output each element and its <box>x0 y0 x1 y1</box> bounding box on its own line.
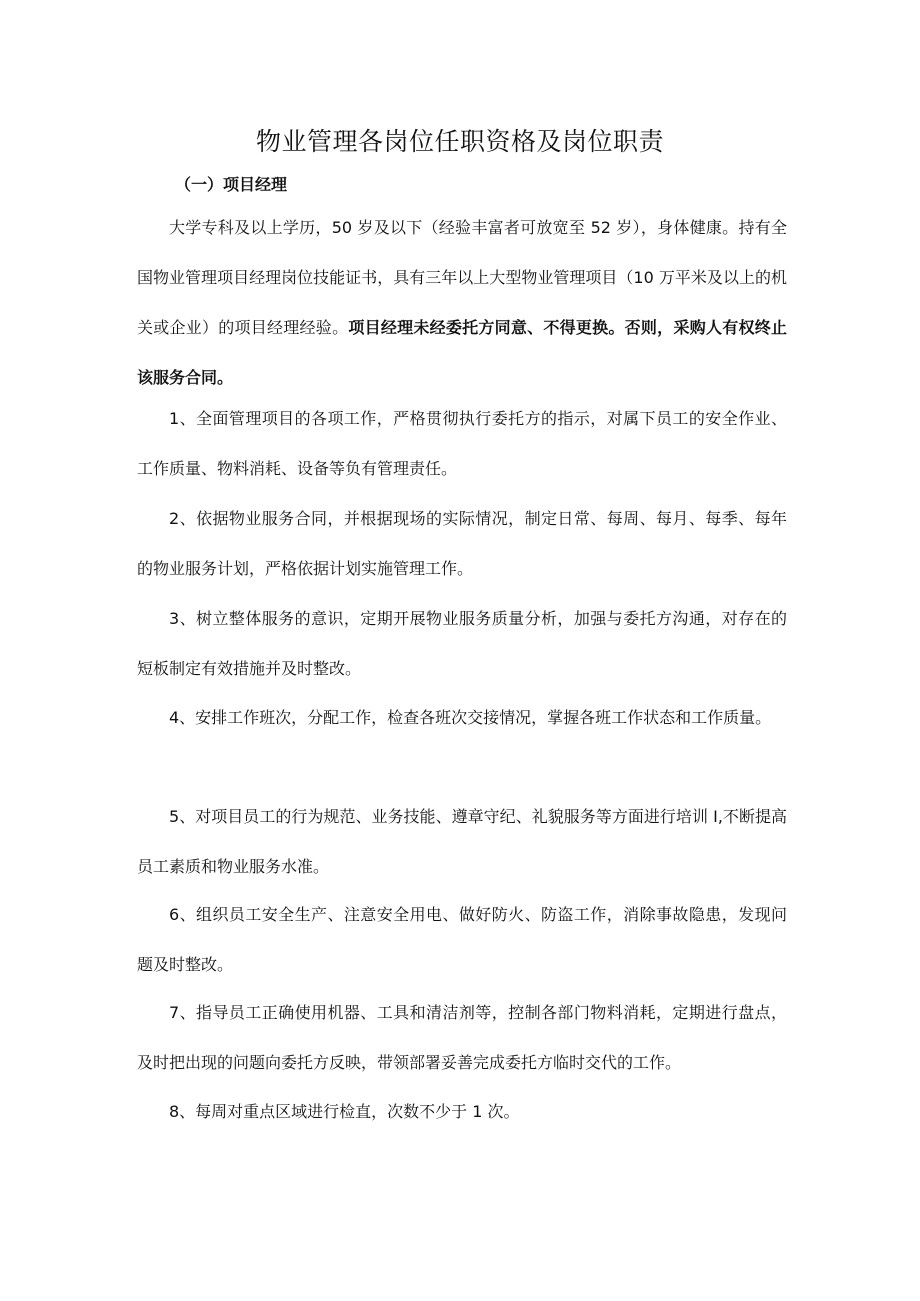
duty-item-5: 5、对项目员工的行为规范、业务技能、遵章守纪、礼貌服务等方面进行培训 I,不断提高员工素质和物业服务水准。 <box>137 807 787 876</box>
document-title: 物业管理各岗位任职资格及岗位职责 <box>255 127 664 156</box>
duty-item-6: 6、组织员工安全生产、注意安全用电、做好防火、防盗工作，消除事故隐患，发现问题及时整改。 <box>137 905 787 974</box>
duty-item-7: 7、指导员工正确使用机器、工具和清洁剂等，控制各部门物料消耗，定期进行盘点，及时把出现的问题向委托方反映，带领部署妥善完成委托方临时交代的工作。 <box>137 1003 787 1072</box>
intro-bold-text: 项目经理未经委托方同意、不得更换。否则，采购人有权终止该服务合同。 <box>137 318 787 387</box>
duty-item-3: 3、树立整体服务的意识，定期开展物业服务质量分析，加强与委托方沟通，对存在的短板制定有效措施并及时整改。 <box>137 609 787 678</box>
section-heading: （一）项目经理 <box>175 175 288 194</box>
duty-item-2: 2、依据物业服务合同，并根据现场的实际情况，制定日常、每周、每月、每季、每年的物业服务计划，严格依据计划实施管理工作。 <box>137 509 787 578</box>
duty-item-8: 8、每周对重点区域进行检直，次数不少于 1 次。 <box>169 1102 520 1121</box>
duty-item-1: 1、全面管理项目的各项工作，严格贯彻执行委托方的指示，对属下员工的安全作业、工作质量、物料消耗、设备等负有管理责任。 <box>137 409 787 478</box>
intro-normal-text: 大学专科及以上学历，50 岁及以下（经验丰富者可放宽至 52 岁），身体健康。持有全国物业管理项目经理岗位技能证书，具有三年以上大型物业管理项目（10 万平米及以上的机关或企业）的项目经理经验。 <box>137 218 787 337</box>
intro-paragraph <box>137 203 787 403</box>
duty-item-4: 4、安排工作班次，分配工作，检查各班次交接情况，掌握各班工作状态和工作质量。 <box>169 708 772 727</box>
